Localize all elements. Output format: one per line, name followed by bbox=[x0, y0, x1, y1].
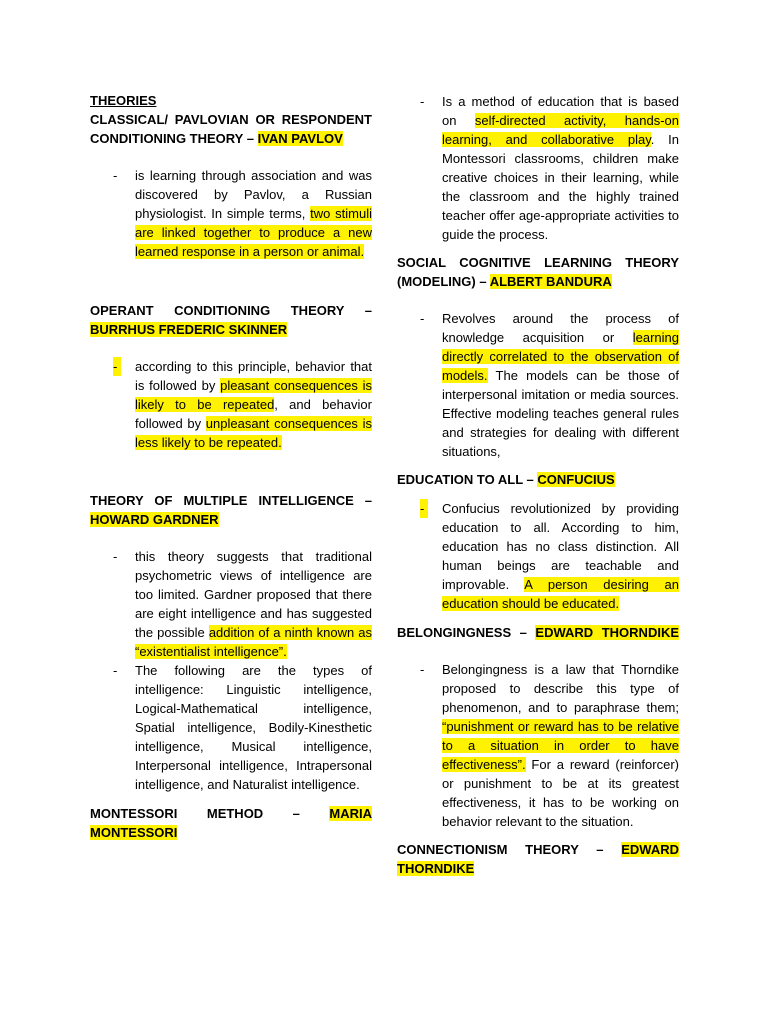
montessori-list bbox=[397, 92, 679, 244]
classical-heading: CLASSICAL/ PAVLOVIAN OR RESPONDENT CONDITIONING THEORY – IVAN PAVLOV bbox=[90, 112, 372, 146]
thorndike-name-2: EDWARD THORNDIKE bbox=[397, 842, 679, 876]
list-item: - this theory suggests that traditional psychometric views of intelligence are too limited. Gardner proposed that there are eight intelligence and has suggested the possible addition of a ninth known as “existentialist intelligence”. bbox=[113, 549, 372, 659]
bandura-name: ALBERT BANDURA bbox=[489, 274, 612, 289]
education-heading: EDUCATION TO ALL – CONFUCIUS bbox=[397, 472, 615, 487]
list-item: - Is a method of education that is based on self-directed activity, hands-on learning, and collaborative play. In Montessori classrooms, children make creative choices in their learning, while the classroom and the highly trained teacher offer age-appropriate activities to guide the process. bbox=[420, 94, 679, 242]
belonging-list bbox=[397, 660, 679, 831]
list-item: - The following are the types of intelligence: Linguistic intelligence, Logical-Mathematical intelligence, Spatial intelligence, Bodily-Kinesthetic intelligence, Musical intelligence, Interpersonal intelligence, Intrapersonal intelligence, and Naturalist intelligence. bbox=[113, 663, 372, 792]
classical-list bbox=[90, 166, 372, 261]
list-item: - Confucius revolutionized by providing education to all. According to him, education has no class distinction. All human beings are teachable and improvable. A person desiring an education should be educated. bbox=[420, 501, 679, 611]
education-list bbox=[397, 499, 679, 613]
left-column bbox=[90, 91, 372, 842]
montessori-heading: MONTESSORI METHOD – MARIA MONTESSORI bbox=[90, 806, 372, 840]
list-item: - Belongingness is a law that Thorndike proposed to describe this type of phenomenon, and to paraphrase them; “punishment or reward has to be relative to a situation in order to have effectiveness”. For a reward (reinforcer) or punishment to be at its greatest effectiveness, it has to be working on behavior relevant to the situation. bbox=[420, 662, 679, 829]
social-heading: SOCIAL COGNITIVE LEARNING THEORY (MODELING) – ALBERT BANDURA bbox=[397, 255, 679, 289]
list-item: - is learning through association and was discovered by Pavlov, a Russian physiologist. In simple terms, two stimuli are linked together to produce a new learned response in a person or animal. bbox=[113, 168, 372, 259]
social-list bbox=[397, 309, 679, 461]
list-item: - Revolves around the process of knowledge acquisition or learning directly correlated to the observation of models. The models can be those of interpersonal imitation or media sources. Effective modeling teaches general rules and strategies for dealing with different situations, bbox=[420, 311, 679, 459]
multiple-list bbox=[90, 547, 372, 794]
skinner-name: BURRHUS FREDERIC SKINNER bbox=[90, 322, 288, 337]
operant-list bbox=[90, 357, 372, 452]
thorndike-name: EDWARD THORNDIKE bbox=[535, 625, 680, 640]
list-item: - according to this principle, behavior that is followed by pleasant consequences is likely to be repeated, and behavior followed by unpleasant consequences is less likely to be repeated. bbox=[113, 359, 372, 450]
theories-heading: THEORIES bbox=[90, 93, 157, 108]
belonging-heading: BELONGINGNESS – EDWARD THORNDIKE bbox=[397, 625, 680, 640]
pavlov-name: IVAN PAVLOV bbox=[257, 131, 343, 146]
connectionism-heading: CONNECTIONISM THEORY – EDWARD THORNDIKE bbox=[397, 842, 679, 876]
right-column bbox=[397, 92, 679, 878]
gardner-name: HOWARD GARDNER bbox=[90, 512, 219, 527]
montessori-name: MARIA MONTESSORI bbox=[90, 806, 372, 840]
operant-heading: OPERANT CONDITIONING THEORY – BURRHUS FREDERIC SKINNER bbox=[90, 303, 372, 337]
confucius-name: CONFUCIUS bbox=[537, 472, 615, 487]
multiple-heading: THEORY OF MULTIPLE INTELLIGENCE – HOWARD GARDNER bbox=[90, 493, 372, 527]
